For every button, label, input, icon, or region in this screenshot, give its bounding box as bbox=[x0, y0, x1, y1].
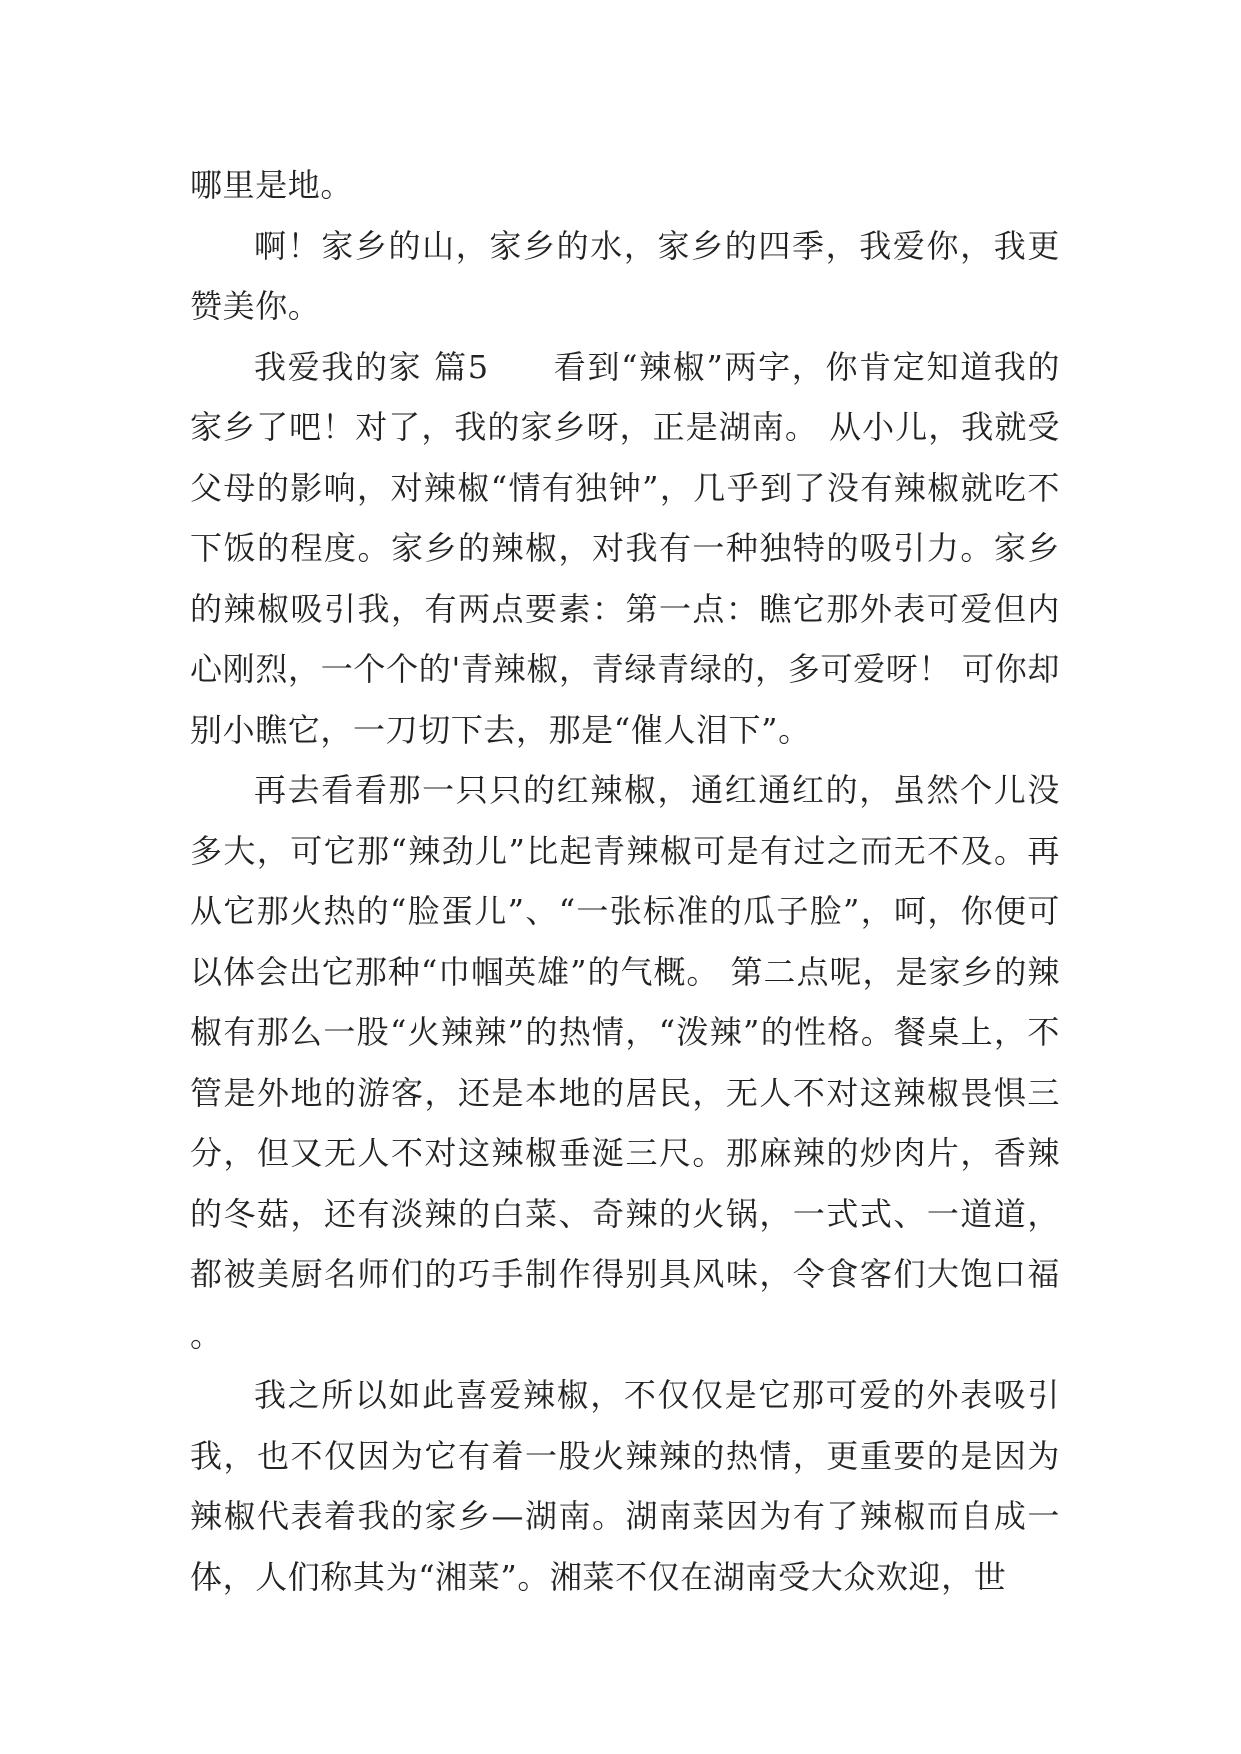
section-intro-text: 看到“辣椒”两字，你肯定知道我的家乡了吧！对了，我的家乡呀，正是湖南。 从小儿，我就受父母的影响，对辣椒“情有独钟”，几乎到了没有辣椒就吃不下饭的程度。家乡的辣椒，对我有一种独特的吸引力。家乡的辣椒吸引我，有两点要素：第一点：瞧它那外表可爱但内心刚烈，一个个的'青辣椒，青绿青绿的，多可爱呀！ 可你却别小瞧它，一刀切下去，那是“催人泪下”。 bbox=[190, 347, 1060, 749]
document-body bbox=[190, 155, 1060, 1607]
paragraph-continuation: 哪里是地。 bbox=[190, 166, 354, 204]
paragraph-why-love-pepper: 我之所以如此喜爱辣椒，不仅仅是它那可爱的外表吸引我，也不仅因为它有着一股火辣辣的热情，更重要的是因为辣椒代表着我的家乡—湖南。湖南菜因为有了辣椒而自成一体，人们称其为“湘菜”。湘菜不仅在湖南受大众欢迎，世 bbox=[190, 1376, 1060, 1596]
paragraph-hometown-praise: 啊！家乡的山，家乡的水，家乡的四季，我爱你，我更赞美你。 bbox=[190, 226, 1060, 325]
section-heading: 我爱我的家 篇5 bbox=[254, 347, 489, 386]
paragraph-section-5-intro bbox=[190, 337, 1060, 761]
paragraph-red-pepper: 再去看看那一只只的红辣椒，通红通红的，虽然个儿没多大，可它那“辣劲儿”比起青辣椒可是有过之而无不及。再从它那火热的“脸蛋儿”、“一张标准的瓜子脸”，呵，你便可以体会出它那种“巾帼英雄”的气概。 第二点呢，是家乡的辣椒有那么一股“火辣辣”的热情，“泼辣”的性格。餐桌上，不管是外地的游客，还是本地的居民，无人不对这辣椒畏惧三分，但又无人不对这辣椒垂涎三尺。那麻辣的炒肉片，香辣的冬菇，还有淡辣的白菜、奇辣的火锅，一式式、一道道，都被美厨名师们的巧手制作得别具风味，令食客们大饱口福。 bbox=[190, 771, 1060, 1354]
